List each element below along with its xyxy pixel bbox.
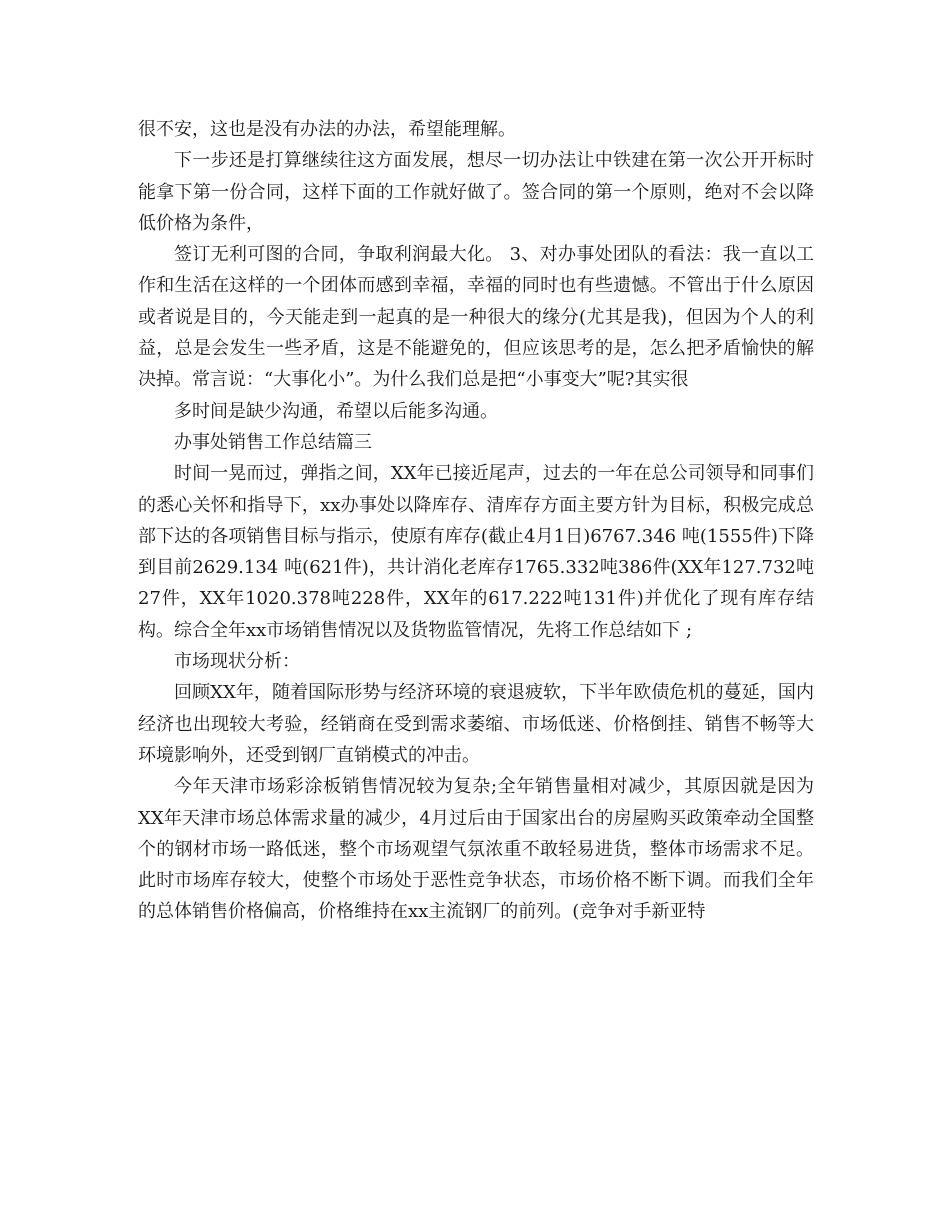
- paragraph: 签订无利可图的合同，争取利润最大化。 3、对办事处团队的看法：我一直以工作和生活在这样的一个团体而感到幸福，幸福的同时也有些遗憾。不管出于什么原因或者说是目的，今天能走到一起真的是一种很大的缘分(尤其是我)，但因为个人的利益，总是会发生一些矛盾，这是不能避免的，但应该思考的是，怎么把矛盾愉快的解决掉。常言说：“大事化小”。为什么我们总是把“小事变大”呢?其实很: [138, 244, 814, 391]
- paragraph: 回顾XX年，随着国际形势与经济环境的衰退疲软，下半年欧债危机的蔓延，国内经济也出现较大考验，经销商在受到需求萎缩、市场低迷、价格倒挂、销售不畅等大环境影响外，还受到钢厂直销模式的冲击。: [138, 682, 814, 766]
- document-body: [138, 114, 814, 928]
- section-heading: 办事处销售工作总结篇三: [174, 431, 372, 453]
- subsection-heading: 市场现状分析：: [174, 651, 300, 673]
- paragraph: 今年天津市场彩涂板销售情况较为复杂;全年销售量相对减少，其原因就是因为XX年天津市场总体需求量的减少，4月过后由于国家出台的房屋购买政策牵动全国整个的钢材市场一路低迷，整个市场观望气氛浓重不敢轻易进货，整体市场需求不足。此时市场库存较大，使整个市场处于恶性竞争状态，市场价格不断下调。而我们全年的总体销售价格偏高，价格维持在xx主流钢厂的前列。(竞争对手新亚特: [138, 776, 814, 923]
- paragraph: 时间一晃而过，弹指之间，XX年已接近尾声，过去的一年在总公司领导和同事们的悉心关怀和指导下，xx办事处以降库存、清库存方面主要方针为目标，积极完成总部下达的各项销售目标与指示，使原有库存(截止4月1日)6767.346 吨(1555件)下降到目前2629.134 吨(621件)，共计消化老库存1765.332吨386件(XX年127.732吨27件，XX年1020.378吨228件，XX年的617.222吨131件)并优化了现有库存结构。综合全年xx市场销售情况以及货物监管情况，先将工作总结如下 ;: [138, 463, 814, 641]
- paragraph: 很不安，这也是没有办法的办法，希望能理解。: [138, 119, 516, 140]
- paragraph: 多时间是缺少沟通，希望以后能多沟通。: [174, 400, 498, 422]
- paragraph: 下一步还是打算继续往这方面发展，想尽一切办法让中铁建在第一次公开开标时能拿下第一份合同，这样下面的工作就好做了。签合同的第一个原则，绝对不会以降低价格为条件，: [138, 150, 814, 234]
